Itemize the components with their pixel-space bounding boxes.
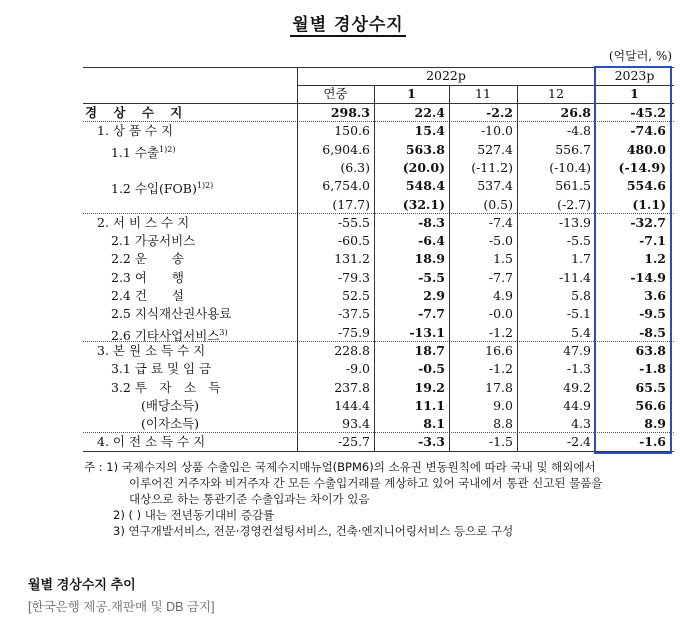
header-col-jan-2022: 1 [407, 86, 416, 101]
table-cell: (6.3) [340, 159, 370, 175]
table-cell: -1.2 [488, 361, 513, 377]
image-credit: [한국은행 제공.재판매 및 DB 금지] [28, 600, 215, 614]
table-cell: 56.6 [635, 397, 666, 413]
table-cell: (-2.7) [557, 196, 591, 212]
table-cell: 65.5 [635, 379, 666, 395]
table-cell: (17.7) [332, 196, 370, 212]
row-label: 1.1 수출$^{1)2)}$ [111, 144, 176, 160]
table-cell: -1.8 [639, 361, 666, 377]
table-cell: 298.3 [330, 105, 370, 120]
table-cell: 26.8 [560, 105, 591, 120]
table-cell: 63.8 [635, 342, 666, 358]
table-cell: 3.6 [644, 288, 666, 303]
table-cell: -10.0 [480, 123, 513, 139]
table-cell: 18.9 [414, 251, 445, 267]
table-cell: 6,754.0 [322, 178, 370, 194]
table-cell: -13.1 [409, 324, 445, 340]
table-cell: -2.2 [486, 105, 513, 120]
table-cell: 556.7 [555, 141, 591, 157]
header-2022: 2022p [426, 68, 466, 83]
table-cell: -45.2 [630, 105, 666, 120]
footnote-1: 주 : 1) 국제수지의 상품 수출입은 국제수지매뉴얼(BPM6)의 소유권 변동원칙에 따라 국내 및 해외에서 [84, 460, 596, 474]
footnotes [84, 459, 684, 539]
table-cell: 8.8 [493, 416, 513, 432]
table-cell: -2.4 [566, 434, 591, 450]
table-cell: 8.1 [423, 416, 445, 432]
table-cell: 131.2 [334, 251, 370, 267]
table-cell: 11.1 [414, 397, 445, 413]
table-cell: 8.9 [644, 416, 666, 432]
table-cell: -0.5 [418, 361, 445, 377]
current-account-table [83, 67, 674, 451]
table-cell: -1.3 [566, 361, 591, 377]
table-cell: 480.0 [626, 141, 666, 157]
unit-label: (억달러, %) [608, 49, 672, 63]
table-cell: 563.8 [405, 141, 445, 157]
table-cell: -0.0 [488, 306, 513, 322]
table-cell: -4.8 [566, 123, 591, 139]
row-label: 2.5 지식재산권사용료 [111, 306, 232, 322]
table-cell: 22.4 [414, 105, 445, 120]
table-cell: -37.5 [337, 306, 370, 322]
table-cell: 18.7 [414, 342, 445, 358]
table-cell: -8.3 [418, 214, 445, 230]
table-cell: -55.5 [337, 214, 370, 230]
table-cell: (1.1) [632, 196, 666, 212]
table-cell: 1.7 [571, 251, 591, 267]
row-label: (이자소득) [141, 416, 200, 432]
table-cell: 49.2 [563, 379, 591, 395]
table-cell: -5.5 [566, 233, 591, 249]
row-label: (배당소득) [141, 397, 200, 413]
image-caption: 월별 경상수지 추이 [28, 577, 136, 592]
footnote-1-cont: 이루어진 거주자와 비거주자 간 모든 수출입거래를 계상하고 있어 국내에서 통관 신고된 물품을 [129, 476, 603, 490]
row-label: 2.4 건 설 [111, 288, 185, 303]
table-cell: 537.4 [477, 178, 513, 194]
footnote-2: 2) ( ) 내는 전년동기대비 증감률 [113, 508, 275, 522]
table-cell: 17.8 [485, 379, 513, 395]
table-cell: (-10.4) [549, 159, 591, 175]
table-cell: (0.5) [483, 196, 513, 212]
table-cell: 47.9 [563, 342, 591, 358]
table-cell: 1.5 [493, 251, 513, 267]
table-cell: -1.5 [488, 434, 513, 450]
footnote-1-cont2: 대상으로 하는 통관기준 수출입과는 차이가 있음 [129, 492, 370, 506]
header-col-dec: 12 [548, 86, 564, 101]
header-col-nov: 11 [475, 86, 491, 101]
footnote-3: 3) 연구개발서비스, 전문·경영컨설팅서비스, 건축·엔지니어링서비스 등으로 구성 [113, 524, 514, 538]
table-cell: -1.6 [639, 434, 666, 450]
table-cell: 228.8 [334, 342, 370, 358]
table-cell: 9.0 [493, 397, 513, 413]
table-cell: 5.8 [571, 288, 591, 303]
table-cell: -75.9 [337, 324, 370, 340]
table-cell: -11.4 [558, 269, 591, 285]
table-cell: -3.3 [418, 434, 445, 450]
row-label: 2.6 기타사업서비스$^{3)}$ [111, 327, 228, 343]
table-cell: 4.9 [493, 288, 513, 303]
table-cell: 237.8 [334, 379, 370, 395]
table-cell: -5.0 [488, 233, 513, 249]
table-cell: 4.3 [571, 416, 591, 432]
table-cell: -9.0 [345, 361, 370, 377]
row-label: 경 상 수 지 [85, 105, 189, 120]
header-col-jan-2023: 1 [630, 86, 639, 101]
table-cell: 150.6 [334, 123, 370, 139]
table-cell: 1.2 [644, 251, 666, 267]
row-label: 3. 본 원 소 득 수 지 [97, 342, 206, 358]
table-cell: 144.4 [334, 397, 370, 413]
table-cell: -5.1 [566, 306, 591, 322]
row-label: 2.3 여 행 [111, 269, 185, 285]
header-col-annual: 연중 [323, 86, 348, 101]
table-cell: 15.4 [414, 123, 445, 139]
table-cell: (-11.2) [471, 159, 513, 175]
row-label: 1.2 수입(FOB)$^{1)2)}$ [111, 181, 214, 197]
table-cell: -74.6 [630, 123, 666, 139]
table-cell: -8.5 [639, 324, 666, 340]
table-cell: -60.5 [337, 233, 370, 249]
table-cell: 6,904.6 [322, 141, 370, 157]
table-cell: 16.6 [485, 342, 513, 358]
row-label: 2.2 운 송 [111, 251, 185, 267]
row-label: 3.1 급 료 및 임 금 [111, 361, 212, 377]
table-title: 월별 경상수지 [292, 15, 404, 35]
row-label: 1. 상 품 수 지 [97, 123, 174, 139]
table-cell: -1.2 [488, 324, 513, 340]
row-label: 4. 이 전 소 득 수 지 [97, 434, 206, 450]
table-cell: 561.5 [555, 178, 591, 194]
table-cell: -13.9 [558, 214, 591, 230]
table-cell: -5.5 [418, 269, 445, 285]
row-label: 2.1 가공서비스 [111, 233, 196, 249]
table-cell: -7.4 [488, 214, 513, 230]
table-cell: -9.5 [639, 306, 666, 322]
table-cell: 93.4 [342, 416, 370, 432]
table-cell: 554.6 [626, 178, 666, 194]
table-cell: -7.7 [488, 269, 513, 285]
table-cell: -7.7 [418, 306, 445, 322]
table-cell: (-14.9) [618, 159, 666, 175]
row-label: 2. 서 비 스 수 지 [97, 214, 190, 230]
table-cell: -25.7 [337, 434, 370, 450]
table-cell: (20.0) [402, 159, 445, 175]
table-cell: 2.9 [423, 288, 445, 303]
table-cell: 52.5 [342, 288, 370, 303]
row-label: 3.2 투 자 소 득 [111, 379, 221, 395]
table-cell: -7.1 [639, 233, 666, 249]
table-cell: 548.4 [405, 178, 445, 194]
table-cell: 5.4 [571, 324, 591, 340]
table-cell: -32.7 [630, 214, 666, 230]
table-cell: 44.9 [563, 397, 591, 413]
table-cell: -79.3 [337, 269, 370, 285]
table-cell: -14.9 [630, 269, 666, 285]
header-2023: 2023p [614, 68, 655, 83]
table-cell: 19.2 [414, 379, 445, 395]
table-cell: 527.4 [477, 141, 513, 157]
table-cell: (32.1) [402, 196, 445, 212]
table-cell: -6.4 [418, 233, 445, 249]
